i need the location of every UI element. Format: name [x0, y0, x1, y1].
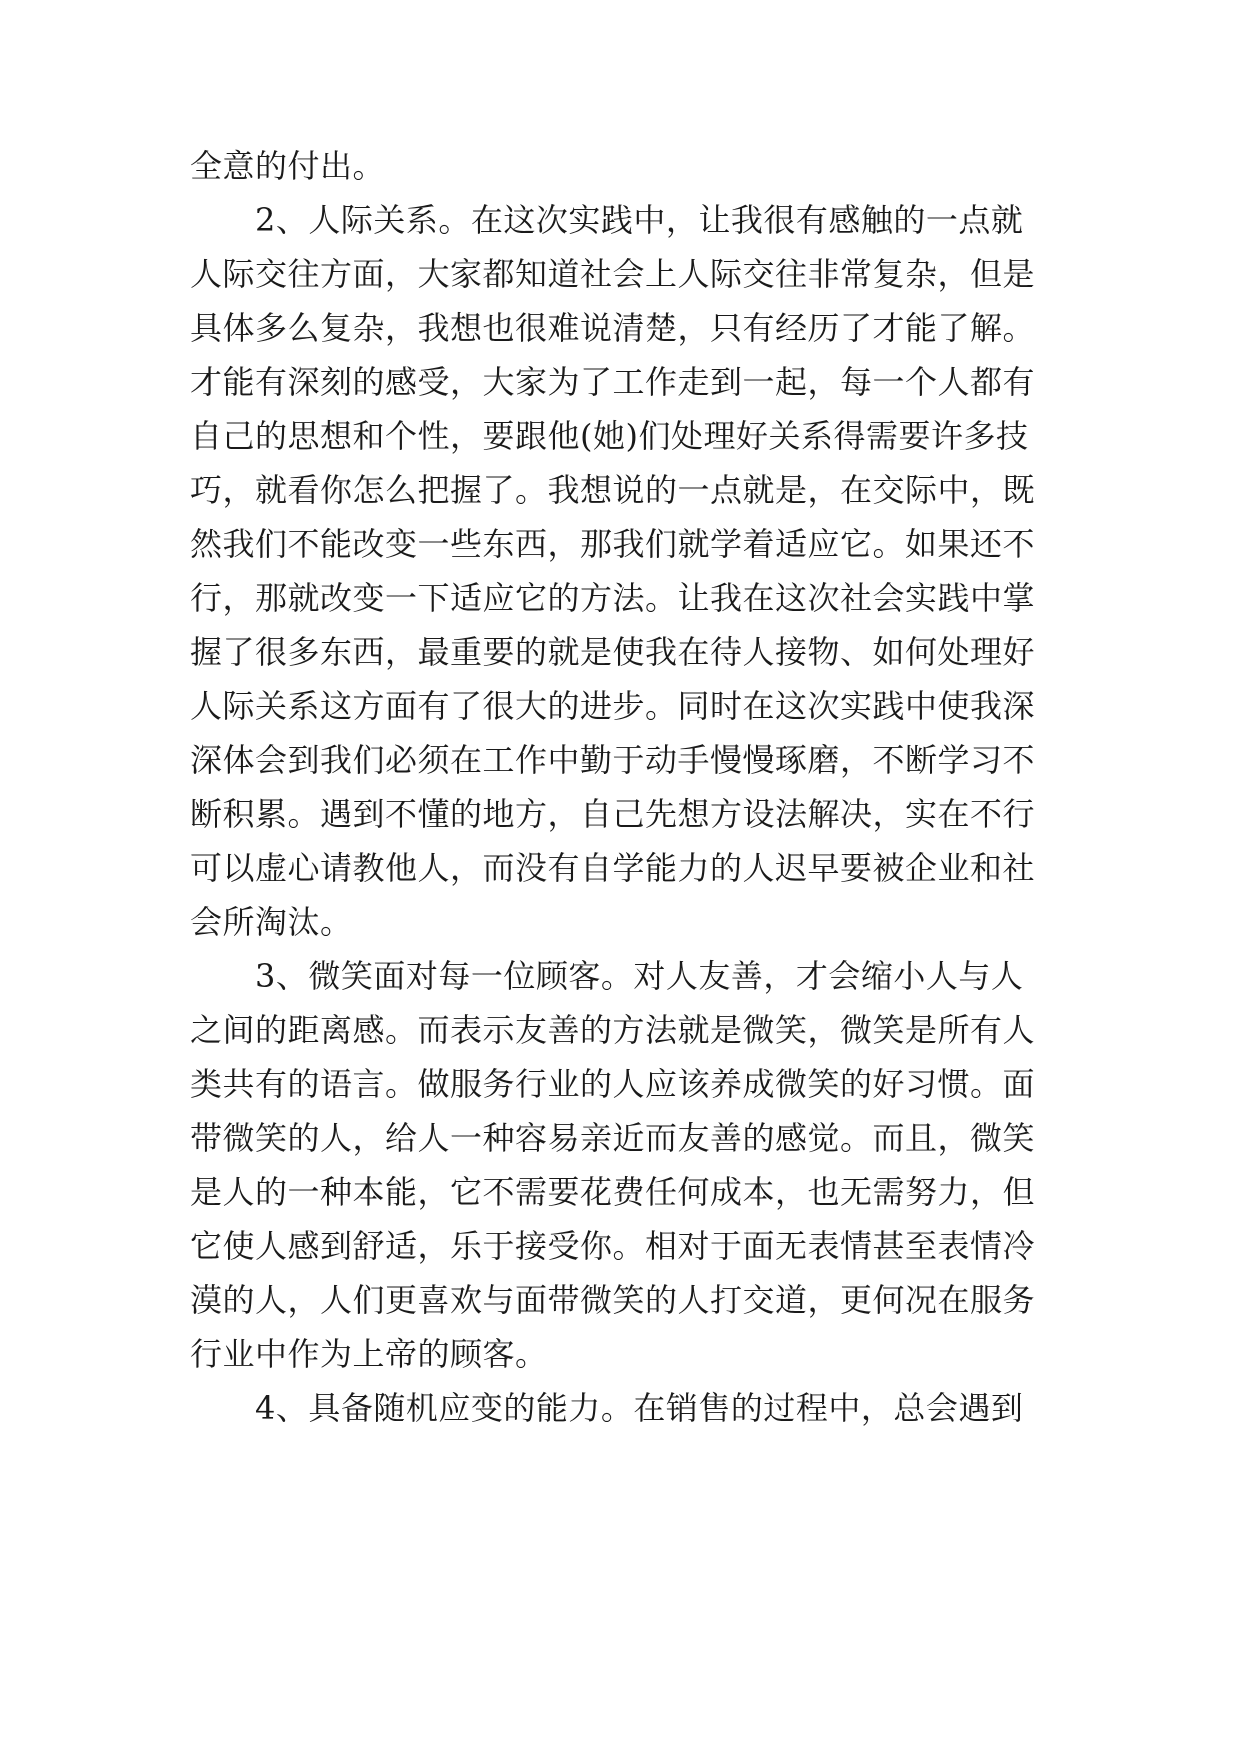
text-line: 人际关系这方面有了很大的进步。同时在这次实践中使我深: [190, 687, 1036, 725]
text-line: 行，那就改变一下适应它的方法。让我在这次社会实践中掌: [190, 579, 1036, 617]
text-line: 巧，就看你怎么把握了。我想说的一点就是，在交际中，既: [190, 471, 1036, 509]
text-line: 之间的距离感。而表示友善的方法就是微笑，微笑是所有人: [190, 1011, 1036, 1049]
text-line: 漠的人，人们更喜欢与面带微笑的人打交道，更何况在服务: [190, 1281, 1036, 1319]
text-line: 自己的思想和个性，要跟他(她)们处理好关系得需要许多技: [190, 417, 1029, 455]
paragraph-start-line: 3、微笑面对每一位顾客。对人友善，才会缩小人与人: [255, 957, 1024, 995]
text-line: 带微笑的人，给人一种容易亲近而友善的感觉。而且，微笑: [190, 1119, 1036, 1157]
text-line: 具体多么复杂，我想也很难说清楚，只有经历了才能了解。: [190, 309, 1036, 347]
text-line: 握了很多东西，最重要的就是使我在待人接物、如何处理好: [190, 633, 1036, 671]
text-line: 会所淘汰。: [190, 903, 353, 941]
text-line: 然我们不能改变一些东西，那我们就学着适应它。如果还不: [190, 525, 1036, 563]
text-line: 是人的一种本能，它不需要花费任何成本，也无需努力，但: [190, 1173, 1036, 1211]
text-line: 人际交往方面，大家都知道社会上人际交往非常复杂，但是: [190, 255, 1036, 293]
text-line: 行业中作为上帝的顾客。: [190, 1335, 548, 1373]
text-line: 类共有的语言。做服务行业的人应该养成微笑的好习惯。面: [190, 1065, 1036, 1103]
text-line: 断积累。遇到不懂的地方，自己先想方设法解决，实在不行: [190, 795, 1036, 833]
text-line: 全意的付出。: [190, 147, 386, 185]
text-line: 可以虚心请教他人，而没有自学能力的人迟早要被企业和社: [190, 849, 1036, 887]
paragraph-start-line: 4、具备随机应变的能力。在销售的过程中，总会遇到: [255, 1389, 1024, 1427]
text-line: 才能有深刻的感受，大家为了工作走到一起，每一个人都有: [190, 363, 1036, 401]
text-line: 深体会到我们必须在工作中勤于动手慢慢琢磨，不断学习不: [190, 741, 1036, 779]
text-line: 它使人感到舒适，乐于接受你。相对于面无表情甚至表情冷: [190, 1227, 1036, 1265]
paragraph-start-line: 2、人际关系。在这次实践中，让我很有感触的一点就: [255, 201, 1024, 239]
